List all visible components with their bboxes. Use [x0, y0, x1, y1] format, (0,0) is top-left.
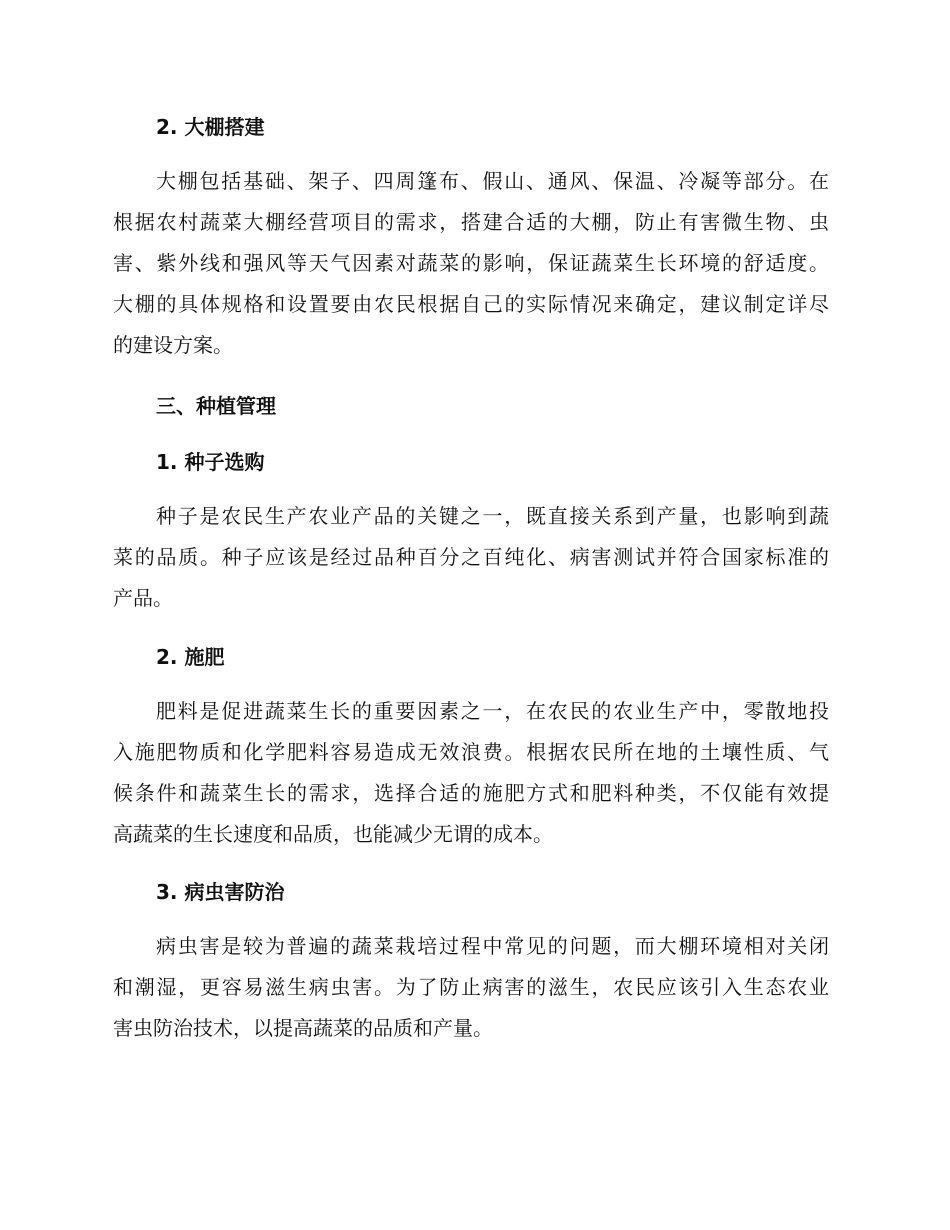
paragraph-line: 大棚的具体规格和设置要由农民根据自己的实际情况来确定，建议制定详尽 [113, 292, 829, 316]
section-heading-fertilizer: 2. 施肥 [156, 645, 225, 669]
paragraph-line: 种子是农民生产农业产品的关键之一，既直接关系到产量，也影响到蔬 [156, 504, 829, 528]
paragraph-pests [113, 926, 829, 1049]
section-heading-planting: 三、种植管理 [156, 394, 276, 418]
paragraph-line: 高蔬菜的生长速度和品质，也能减少无谓的成本。 [113, 822, 553, 846]
section-heading-pests: 3. 病虫害防治 [156, 880, 285, 904]
paragraph-line: 和潮湿，更容易滋生病虫害。为了防止病害的滋生，农民应该引入生态农业 [113, 975, 829, 999]
paragraph-line: 入施肥物质和化学肥料容易造成无效浪费。根据农民所在地的土壤性质、气 [113, 740, 829, 764]
paragraph-line: 害虫防治技术，以提高蔬菜的品质和产量。 [113, 1016, 493, 1040]
paragraph-seeds [113, 496, 829, 619]
paragraph-line: 肥料是促进蔬菜生长的重要因素之一，在农民的农业生产中，零散地投 [156, 699, 829, 723]
paragraph-line: 菜的品质。种子应该是经过品种百分之百纯化、病害测试并符合国家标准的 [113, 545, 829, 569]
section-heading-greenhouse: 2. 大棚搭建 [156, 115, 265, 139]
paragraph-line: 害、紫外线和强风等天气因素对蔬菜的影响，保证蔬菜生长环境的舒适度。 [113, 251, 829, 275]
paragraph-line: 根据农村蔬菜大棚经营项目的需求，搭建合适的大棚，防止有害微生物、虫 [113, 210, 829, 234]
paragraph-line: 大棚包括基础、架子、四周篷布、假山、通风、保温、冷凝等部分。在 [156, 169, 829, 193]
paragraph-line: 产品。 [113, 586, 173, 610]
paragraph-line: 的建设方案。 [113, 333, 233, 357]
paragraph-greenhouse [113, 161, 829, 366]
paragraph-line: 病虫害是较为普遍的蔬菜栽培过程中常见的问题，而大棚环境相对关闭 [156, 934, 829, 958]
section-heading-seeds: 1. 种子选购 [156, 450, 265, 474]
paragraph-line: 候条件和蔬菜生长的需求，选择合适的施肥方式和肥料种类，不仅能有效提 [113, 781, 829, 805]
paragraph-fertilizer [113, 691, 829, 855]
